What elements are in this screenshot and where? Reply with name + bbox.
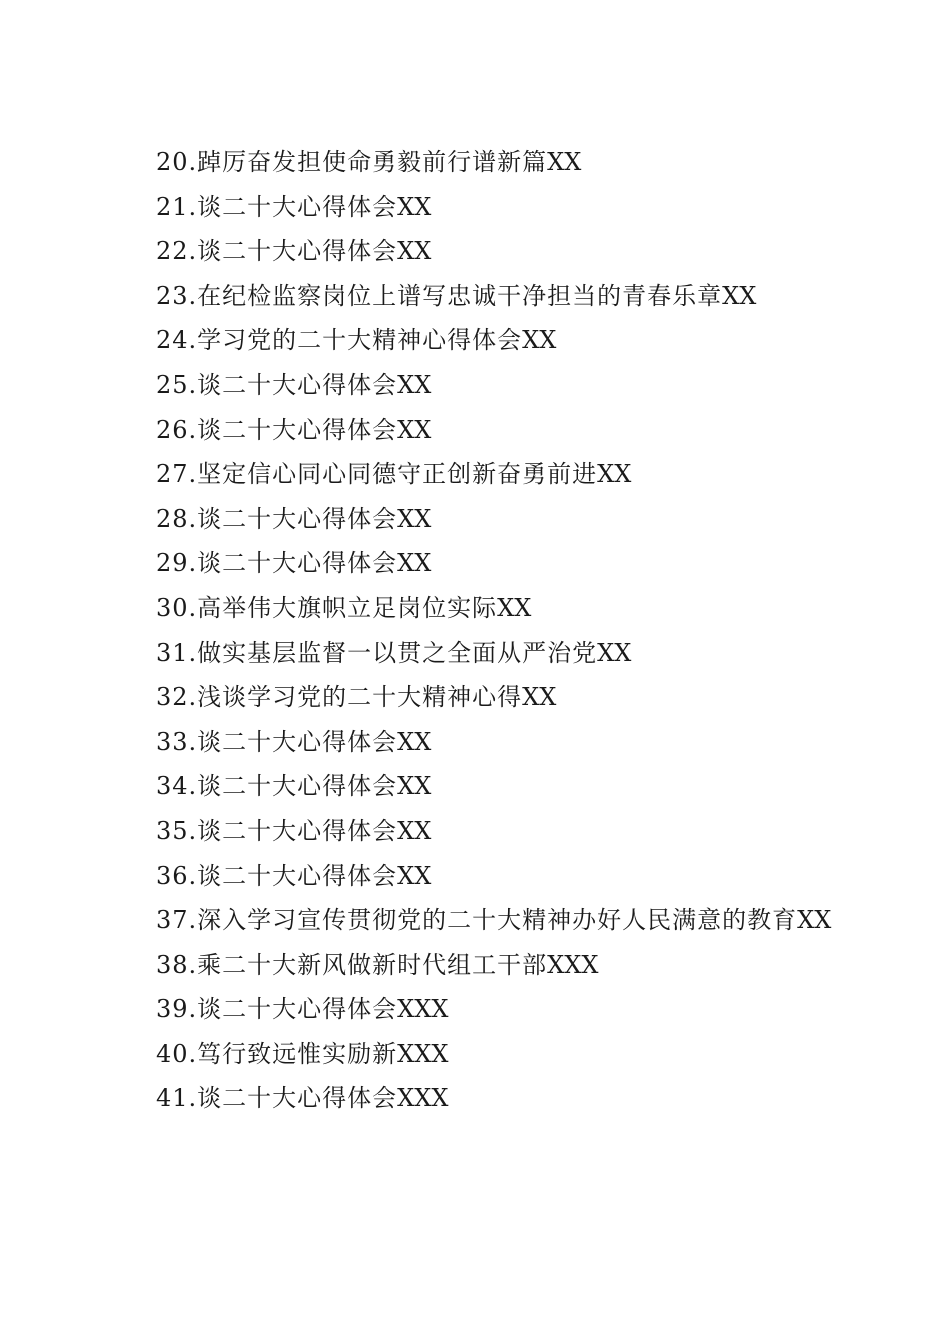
entry-title: 高举伟大旗帜立足岗位实际 [197, 593, 498, 622]
entry-title: 谈二十大心得体会 [197, 861, 398, 890]
toc-entry-32 [118, 675, 833, 720]
entry-author: XXX [397, 1084, 449, 1113]
toc-entry-26 [118, 408, 833, 453]
entry-author: XX [397, 816, 432, 845]
entry-title: 谈二十大心得体会 [197, 772, 398, 801]
toc-entry-37 [118, 898, 833, 943]
entry-title: 谈二十大心得体会 [197, 237, 398, 266]
entry-author: XX [522, 683, 557, 712]
entry-author: XX [397, 415, 432, 444]
toc-entry-21 [118, 185, 833, 230]
entry-author: XX [397, 727, 432, 756]
entry-author: XX [397, 861, 432, 890]
entry-number: 30. [156, 593, 198, 622]
entry-author: XX [397, 237, 432, 266]
entry-number: 37. [156, 906, 198, 935]
toc-entry-33 [118, 720, 833, 765]
entry-number: 23. [156, 281, 198, 310]
entry-title: 谈二十大心得体会 [197, 504, 398, 533]
entry-author: XX [797, 906, 832, 935]
toc-entry-28 [118, 497, 833, 542]
entry-title: 谈二十大心得体会 [197, 549, 398, 578]
toc-entry-25 [118, 363, 833, 408]
entry-number: 26. [156, 415, 198, 444]
entry-title: 谈二十大心得体会 [197, 727, 398, 756]
entry-author: XXX [547, 950, 599, 979]
entry-author: XX [547, 148, 582, 176]
entry-number: 21. [156, 192, 198, 221]
entry-number: 39. [156, 995, 198, 1024]
toc-entry-31 [118, 631, 833, 676]
entry-author: XXX [397, 995, 449, 1024]
entry-author: XX [597, 460, 632, 489]
entry-number: 29. [156, 549, 198, 578]
entry-number: 28. [156, 504, 198, 533]
entry-number: 40. [156, 1039, 198, 1068]
entry-title: 在纪检监察岗位上谱写忠诚干净担当的青春乐章 [197, 281, 723, 310]
entry-author: XX [522, 326, 557, 355]
entry-title: 谈二十大心得体会 [197, 415, 398, 444]
entry-title: 谈二十大心得体会 [197, 1084, 398, 1113]
toc-entry-20 [118, 140, 833, 185]
table-of-contents [118, 140, 833, 1121]
entry-title: 谈二十大心得体会 [197, 995, 398, 1024]
entry-title: 坚定信心同心同德守正创新奋勇前进 [197, 460, 598, 489]
entry-number: 38. [156, 950, 198, 979]
entry-title: 做实基层监督一以贯之全面从严治党 [197, 638, 598, 667]
entry-author: XX [497, 593, 532, 622]
entry-number: 27. [156, 460, 198, 489]
entry-author: XX [597, 638, 632, 667]
entry-author: XX [397, 772, 432, 801]
entry-number: 22. [156, 237, 198, 266]
entry-author: XXX [397, 1039, 449, 1068]
toc-entry-24 [118, 318, 833, 363]
entry-title: 浅谈学习党的二十大精神心得 [197, 683, 523, 712]
entry-title: 谈二十大心得体会 [197, 192, 398, 221]
entry-number: 35. [156, 816, 198, 845]
entry-author: XX [397, 504, 432, 533]
toc-entry-41 [118, 1076, 833, 1121]
toc-entry-39 [118, 987, 833, 1032]
entry-author: XX [397, 370, 432, 399]
entry-author: XX [397, 192, 432, 221]
toc-entry-40 [118, 1032, 833, 1077]
entry-author: XX [722, 281, 757, 310]
toc-entry-35 [118, 809, 833, 854]
entry-number: 41. [156, 1084, 198, 1113]
entry-title: 笃行致远惟实励新 [197, 1039, 398, 1068]
entry-number: 36. [156, 861, 198, 890]
entry-title: 乘二十大新风做新时代组工干部 [197, 950, 548, 979]
toc-entry-29 [118, 541, 833, 586]
entry-number: 34. [156, 772, 198, 801]
entry-title: 谈二十大心得体会 [197, 816, 398, 845]
toc-entry-23 [118, 274, 833, 319]
entry-number: 24. [156, 326, 198, 355]
toc-entry-27 [118, 452, 833, 497]
toc-entry-34 [118, 764, 833, 809]
entry-title: 谈二十大心得体会 [197, 370, 398, 399]
entry-number: 32. [156, 683, 198, 712]
toc-entry-22 [118, 229, 833, 274]
entry-title: 学习党的二十大精神心得体会 [197, 326, 523, 355]
toc-entry-36 [118, 854, 833, 899]
entry-number: 33. [156, 727, 198, 756]
entry-number: 20. [156, 148, 198, 176]
entry-number: 25. [156, 370, 198, 399]
toc-entry-38 [118, 943, 833, 988]
entry-title: 踔厉奋发担使命勇毅前行谱新篇 [197, 148, 548, 176]
entry-title: 深入学习宣传贯彻党的二十大精神办好人民满意的教育 [197, 906, 798, 935]
entry-author: XX [397, 549, 432, 578]
entry-number: 31. [156, 638, 198, 667]
toc-entry-30 [118, 586, 833, 631]
